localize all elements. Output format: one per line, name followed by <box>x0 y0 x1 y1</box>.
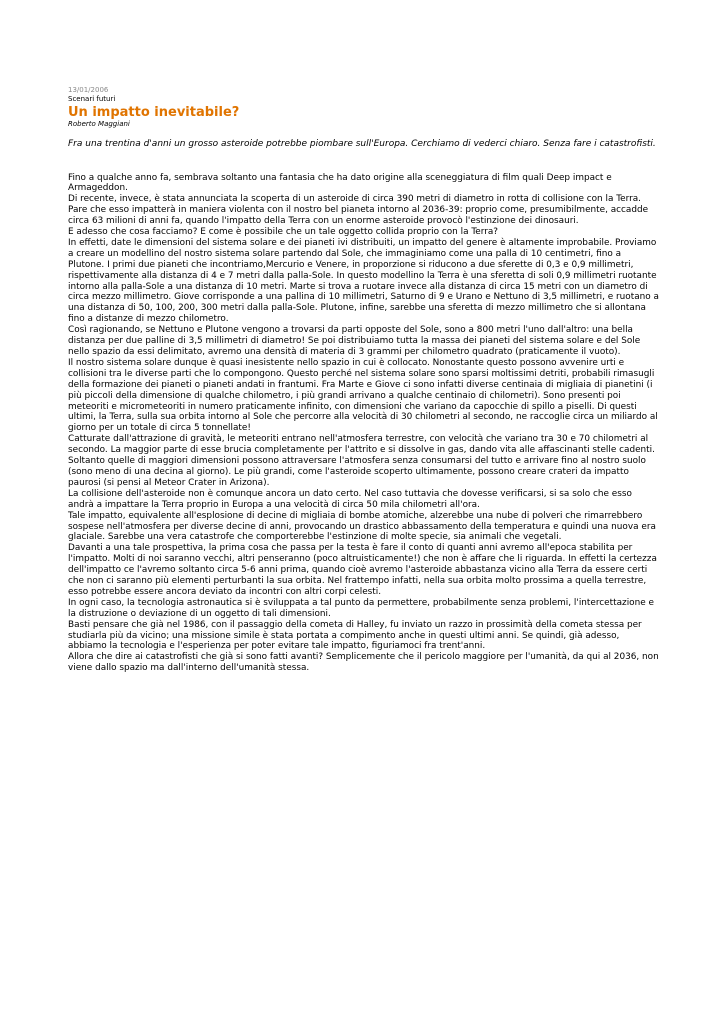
article-date: 13/01/2006 <box>68 86 109 94</box>
paragraph: Basti pensare che già nel 1986, con il passaggio della cometa di Halley, fu inviato un razzo in prossimità della cometa stessa per studiarla più da vicino; una missione simile è stata portata a compimento anche in questi ultimi anni. Se quindi, già adesso, abbiamo la tecnologia e l'esperienza per poter evitare tale impatto, figuriamoci fra trent'anni. <box>68 619 642 652</box>
paragraph: Allora che dire ai catastrofisti che già si sono fatti avanti? Semplicemente che il pericolo maggiore per l'umanità, da qui al 2036, non viene dallo spazio ma dall'interno dell'umanità stessa. <box>68 652 659 674</box>
paragraph: E adesso che cosa facciamo? E come è possibile che un tale oggetto collida proprio con la Terra? <box>68 227 498 238</box>
paragraph: Pare che esso impatterà in maniera violenta con il nostro bel pianeta intorno al 2036-39: proprio come, presumibilmente, accadde circa 63 milioni di anni fa, quando l'impatto della Terra con un enorme asteroide provocò l'estinzione dei dinosauri. <box>68 205 649 227</box>
paragraph: Il nostro sistema solare dunque è quasi inesistente nello spazio in cui è collocato. Nonostante questo possono avvenire urti e collisioni tra le diverse parti che lo compongono. Questo perché nel sistema solare sono sparsi moltissimi detriti, probabili rimasugli della formazione dei pianeti o pianeti andati in frantumi. Fra Marte e Giove ci sono infatti diverse centinaia di migliaia di pianetini (i più piccoli della dimensione di qualche chilometro, i più grandi arrivano a qualche centinaio di chilometri). Sono presenti poi meteoriti e micrometeoriti in numero praticamente infinito, con dimensioni che variano da capocchie di spillo a piselli. Di questi ultimi, la Terra, sulla sua orbita intorno al Sole che percorre alla velocità di 30 chilometri al secondo, ne raccoglie circa un miliardo al giorno per un totale di circa 5 tonnellate! <box>68 357 658 434</box>
article-title: Un impatto inevitabile? <box>68 105 240 120</box>
paragraph: In effetti, date le dimensioni del sistema solare e dei pianeti ivi distribuiti, un impatto del genere è altamente improbabile. Proviamo a creare un modellino del nostro sistema solare partendo dal Sole, che immaginiamo come una palla di 10 centimetri, fino a Plutone. I primi due pianeti che incontriamo,Mercurio e Venere, in proporzione si riducono a due sferette di 0,3 e 0,9 millimetri, rispettivamente alla distanza di 4 e 7 metri dalla palla-Sole. In questo modellino la Terra è una sferetta di soli 0,9 millimetri ruotante intorno alla palla-Sole a una distanza di 10 metri. Marte si trova a ruotare invece alla distanza di circa 15 metri con un diametro di circa mezzo millimetro. Giove corrisponde a una pallina di 10 millimetri, Saturno di 9 e Urano e Nettuno di 3,5 millimetri, e ruotano a una distanza di 50, 100, 200, 300 metri dalla palla-Sole. Plutone, infine, sarebbe una sferetta di mezzo millimetro che si allontana fino a distanze di mezzo chilometro. <box>68 237 659 325</box>
paragraph: Tale impatto, equivalente all'esplosione di decine di migliaia di bombe atomiche, alzerebbe una nube di polveri che rimarrebbero sospese nell'atmosfera per diverse decine di anni, provocando un drastico abbassamento della temperatura e quindi una nuova era glaciale. Sarebbe una vera catastrofe che comporterebbe l'estinzione di molte specie, sia animali che vegetali. <box>68 510 656 543</box>
paragraph: Di recente, invece, è stata annunciata la scoperta di un asteroide di circa 390 metri di diametro in rotta di collisione con la Terra. <box>68 194 641 205</box>
paragraph: Catturate dall'attrazione di gravità, le meteoriti entrano nell'atmosfera terrestre, con velocità che variano tra 30 e 70 chilometri al secondo. La maggior parte di esse brucia completamente per l'attrito e si dissolve in gas, dando vita alle affascinanti stelle cadenti. <box>68 434 655 456</box>
paragraph: Fino a qualche anno fa, sembrava soltanto una fantasia che ha dato origine alla sceneggiatura di film quali Deep impact e Armageddon. <box>68 172 612 194</box>
paragraph: La collisione dell'asteroide non è comunque ancora un dato certo. Nel caso tuttavia che dovesse verificarsi, si sa solo che esso andrà a impattare la Terra proprio in Europa a una velocità di circa 50 mila chilometri all'ora. <box>68 488 632 510</box>
article-lead: Fra una trentina d'anni un grosso asteroide potrebbe piombare sull'Europa. Cerchiamo di vederci chiaro. Senza fare i catastrofisti. <box>68 139 656 149</box>
paragraph: In ogni caso, la tecnologia astronautica si è sviluppata a tal punto da permettere, probabilmente senza problemi, l'intercettazione e la distruzione o deviazione di un oggetto di tali dimensioni. <box>68 597 654 619</box>
paragraph: Davanti a una tale prospettiva, la prima cosa che passa per la testa è fare il conto di quanti anni avremo all'epoca stabilita per l'impatto. Molti di noi saranno vecchi, altri penseranno (poco altruisticamente!) che non è affare che li riguarda. In effetti la certezza dell'impatto ce l'avremo soltanto circa 5-6 anni prima, quando cioè avremo l'asteroide abbastanza vicino alla Terra da essere certi che non ci saranno più elementi perturbanti la sua orbita. Nel frattempo infatti, nella sua orbita molto prossima a quella terrestre, esso potrebbe essere ancora deviato da incontri con altri corpi celesti. <box>68 543 657 597</box>
article-author: Roberto Maggiani <box>68 120 130 128</box>
paragraph: Così ragionando, se Nettuno e Plutone vengono a trovarsi da parti opposte del Sole, sono a 800 metri l'uno dall'altro: una bella distanza per due palline di 3,5 millimetri di diametro! Se poi distribuiamo tutta la massa dei pianeti del sistema solare e del Sole nello spazio da essi delimitato, avremo una densità di materia di 3 grammi per chilometro quadrato (praticamente il vuoto). <box>68 325 641 357</box>
article <box>68 86 660 674</box>
article-section: Scenari futuri <box>68 95 116 103</box>
article-body <box>68 173 660 675</box>
paragraph: Soltanto quelle di maggiori dimensioni possono attraversare l'atmosfera senza consumarsi del tutto e arrivare fino al nostro suolo (sono meno di una decina al giorno). Le più grandi, come l'asteroide scoperto ultimamente, possono creare crateri da impatto paurosi (si pensi al Meteor Crater in Arizona). <box>68 456 646 488</box>
